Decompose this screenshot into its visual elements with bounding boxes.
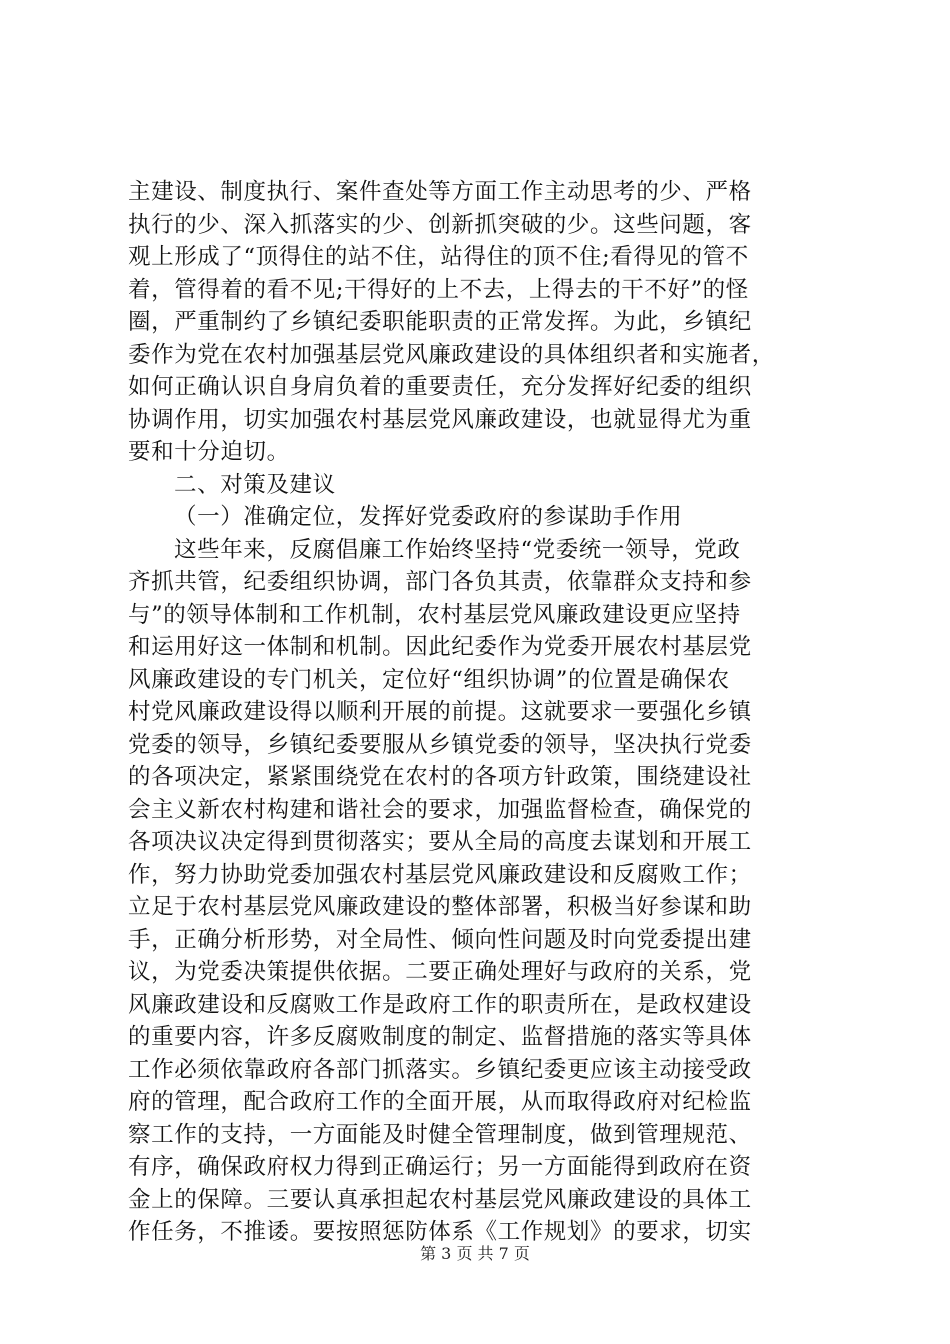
text-line: 工作必须依靠政府各部门抓落实。乡镇纪委更应该主动接受政 [128,1056,752,1083]
document-body [128,176,828,1249]
text-line: 察工作的支持，一方面能及时健全管理制度，做到管理规范、 [128,1121,752,1148]
text-line: 圈，严重制约了乡镇纪委职能职责的正常发挥。为此，乡镇纪 [128,309,752,335]
text-line: 作任务，不推诿。要按照惩防体系《工作规划》的要求，切实 [128,1219,752,1245]
text-line: 府的管理，配合政府工作的全面开展，从而取得政府对纪检监 [128,1089,752,1115]
text-line: 着，管得着的看不见;干得好的上不去，上得去的干不好”的怪 [128,276,749,303]
text-line: 主建设、制度执行、案件查处等方面工作主动思考的少、严格 [128,179,752,205]
text-line: 和运用好这一体制和机制。因此纪委作为党委开展农村基层党 [128,634,752,660]
text-line: 会主义新农村构建和谐社会的要求，加强监督检查，确保党的 [128,796,752,823]
text-line: 委作为党在农村加强基层党风廉政建设的具体组织者和实施者， [128,341,775,368]
text-line: 与”的领导体制和工作机制，农村基层党风廉政建设更应坚持 [128,601,741,628]
text-line: 如何正确认识自身肩负着的重要责任，充分发挥好纪委的组织 [128,374,752,400]
text-line: 有序，确保政府权力得到正确运行；另一方面能得到政府在资 [128,1154,752,1180]
text-line: 要和十分迫切。 [128,439,290,465]
text-line: 的重要内容，许多反腐败制度的制定、监督措施的落实等具体 [128,1024,752,1050]
text-line: 手，正确分析形势，对全局性、倾向性问题及时向党委提出建 [128,926,752,953]
section-heading: 二、对策及建议 [174,471,336,498]
text-line: 作，努力协助党委加强农村基层党风廉政建设和反腐败工作； [128,861,752,888]
text-line: 的各项决定，紧紧围绕党在农村的各项方针政策，围绕建设社 [128,764,752,790]
text-line: 立足于农村基层党风廉政建设的整体部署，积极当好参谋和助 [128,894,752,920]
text-line: 各项决议决定得到贯彻落实；要从全局的高度去谋划和开展工 [128,829,752,855]
paragraph-first-line: 这些年来，反腐倡廉工作始终坚持“党委统一领导，党政 [174,536,741,563]
text-line: 协调作用，切实加强农村基层党风廉政建设，也就显得尤为重 [128,406,752,433]
subsection-heading: （一）准确定位，发挥好党委政府的参谋助手作用 [174,504,683,530]
text-line: 风廉政建设和反腐败工作是政府工作的职责所在，是政权建设 [128,991,752,1018]
text-line: 村党风廉政建设得以顺利开展的前提。这就要求一要强化乡镇 [128,699,752,725]
page-number-footer: 第 3 页 共 7 页 [420,1244,530,1263]
text-line: 党委的领导，乡镇纪委要服从乡镇党委的领导，坚决执行党委 [128,731,752,758]
text-line: 执行的少、深入抓落实的少、创新抓突破的少。这些问题，客 [128,211,752,238]
text-line: 齐抓共管，纪委组织协调，部门各负其责，依靠群众支持和参 [128,569,752,595]
text-line: 观上形成了“顶得住的站不住，站得住的顶不住;看得见的管不 [128,244,749,270]
text-line: 议，为党委决策提供依据。二要正确处理好与政府的关系，党 [128,959,752,985]
text-line: 风廉政建设的专门机关，定位好“组织协调”的位置是确保农 [128,666,730,693]
text-line: 金上的保障。三要认真承担起农村基层党风廉政建设的具体工 [128,1186,752,1213]
